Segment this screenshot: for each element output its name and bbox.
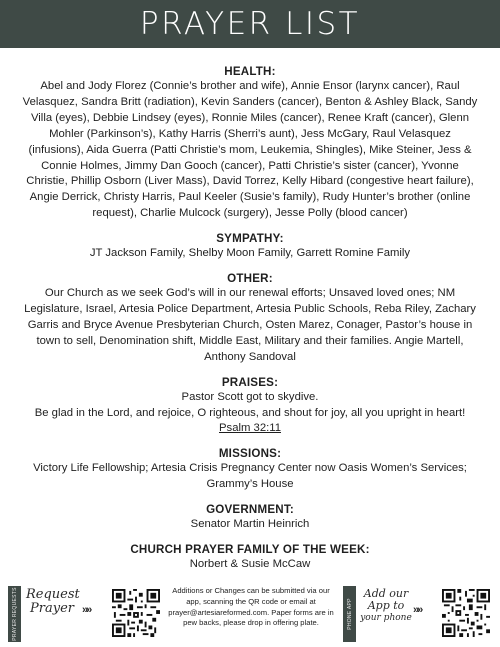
prayer-list-content — [22, 64, 478, 582]
family-of-week-name: Norbert & Susie McCaw — [189, 558, 311, 571]
submission-note: Additions or Changes can be submitted via our app, scanning the QR code or email at prayer@artesiareformed.com. Paper forms are in pew backs, please drop in offering plate. — [168, 586, 334, 628]
government-section — [22, 502, 478, 533]
other-list: Our Church as we seek God’s will in our renewal efforts; Unsaved loved ones; NM Legislature, Israel, Artesia Police Department, Artesia Public Schools, Reba Riley, Zachary Garris and Bryce Avenue Presbyterian Church, Osten Marez, Conager, Pastor’s house in town to sell, Denomination shift, Middle East, Military and their families. Angie Martell, Anthony Sandoval — [24, 287, 476, 363]
request-prayer-script — [26, 588, 78, 640]
add-our-script-line: Add our — [363, 587, 409, 600]
missions-list: Victory Life Fellowship; Artesia Crisis Pregnancy Center now Oasis Women’s Services; Grammy’s House — [33, 462, 467, 491]
request-script-line: Request — [26, 587, 80, 602]
other-heading: OTHER: — [227, 272, 273, 286]
praises-section — [22, 375, 478, 438]
family-of-week-heading: CHURCH PRAYER FAMILY OF THE WEEK: — [130, 543, 370, 557]
page-title: PRAYER LIST — [139, 6, 361, 42]
phone-app-qr-code[interactable] — [442, 589, 490, 637]
phone-app-tab-label: PHONE APP — [346, 598, 353, 630]
prayer-requests-tab-label: PRAYER REQUESTS — [11, 587, 18, 641]
health-list: Abel and Jody Florez (Connie’s brother and wife), Annie Ensor (larynx cancer), Raul Velasquez, Sandra Britt (radiation), Kevin Sanders (cancer), Benton & Ashley Black, Sandy Villa (eyes), Debbie Lindsey (eyes), Ronnie Miles (cancer), Renee Kraft (cancer), Glenn Mohler (Parkinson’s), Kathy Harris (Sherri’s aunt), Jess McGary, Raul Velasquez (infusions), Aida Guerra (Patti Christie’s mom, Leukemia, Shingles), Mike Steiner, Jess & Connie Holmes, Jimmy Dan Gooch (cancer), Patti Christie’s sister (cancer), Yvonne Christie, Phillip Osborn (Liver Mass), David Torrez, Kelly Hibard (congestive heart failure), Angie Derrick, Christy Harris, Paul Keeler (Susie’s family), Rudy Hunter’s brother (online request), Charlie Mulcock (surgery), Jesse Polly (blood cancer) — [22, 80, 478, 220]
family-of-week-section — [22, 542, 478, 573]
praise-text — [22, 390, 478, 438]
arrows-icon: »» — [82, 604, 91, 616]
government-heading: GOVERNMENT: — [206, 503, 294, 517]
app-to-script-line: App to — [367, 599, 405, 612]
sympathy-heading: SYMPATHY: — [216, 232, 284, 246]
health-heading: HEALTH: — [224, 65, 276, 78]
missions-heading: MISSIONS: — [218, 447, 282, 461]
praises-heading: PRAISES: — [221, 375, 279, 389]
prayer-request-qr-code[interactable] — [112, 589, 160, 637]
scripture-reference-link[interactable]: Psalm 32:11 — [219, 422, 281, 435]
arrows-icon: »» — [413, 604, 422, 616]
praise-verse: Be glad in the Lord, and rejoice, O righteous, and shout for joy, all you upright in heart! — [34, 406, 466, 419]
other-section — [22, 271, 478, 366]
your-phone-script-line: your phone — [360, 613, 412, 623]
add-app-script — [360, 588, 412, 640]
missions-section — [22, 446, 478, 493]
page-header — [0, 0, 500, 48]
sympathy-list: JT Jackson Family, Shelby Moon Family, Garrett Romine Family — [89, 247, 411, 260]
prayer-requests-tab — [8, 586, 21, 642]
government-list: Senator Martin Heinrich — [190, 518, 310, 531]
prayer-script-line: Prayer — [30, 601, 74, 616]
footer — [8, 584, 492, 644]
sympathy-section — [22, 231, 478, 262]
health-section — [22, 64, 478, 222]
phone-app-tab — [343, 586, 356, 642]
praise-line-1: Pastor Scott got to skydive. — [181, 390, 319, 403]
